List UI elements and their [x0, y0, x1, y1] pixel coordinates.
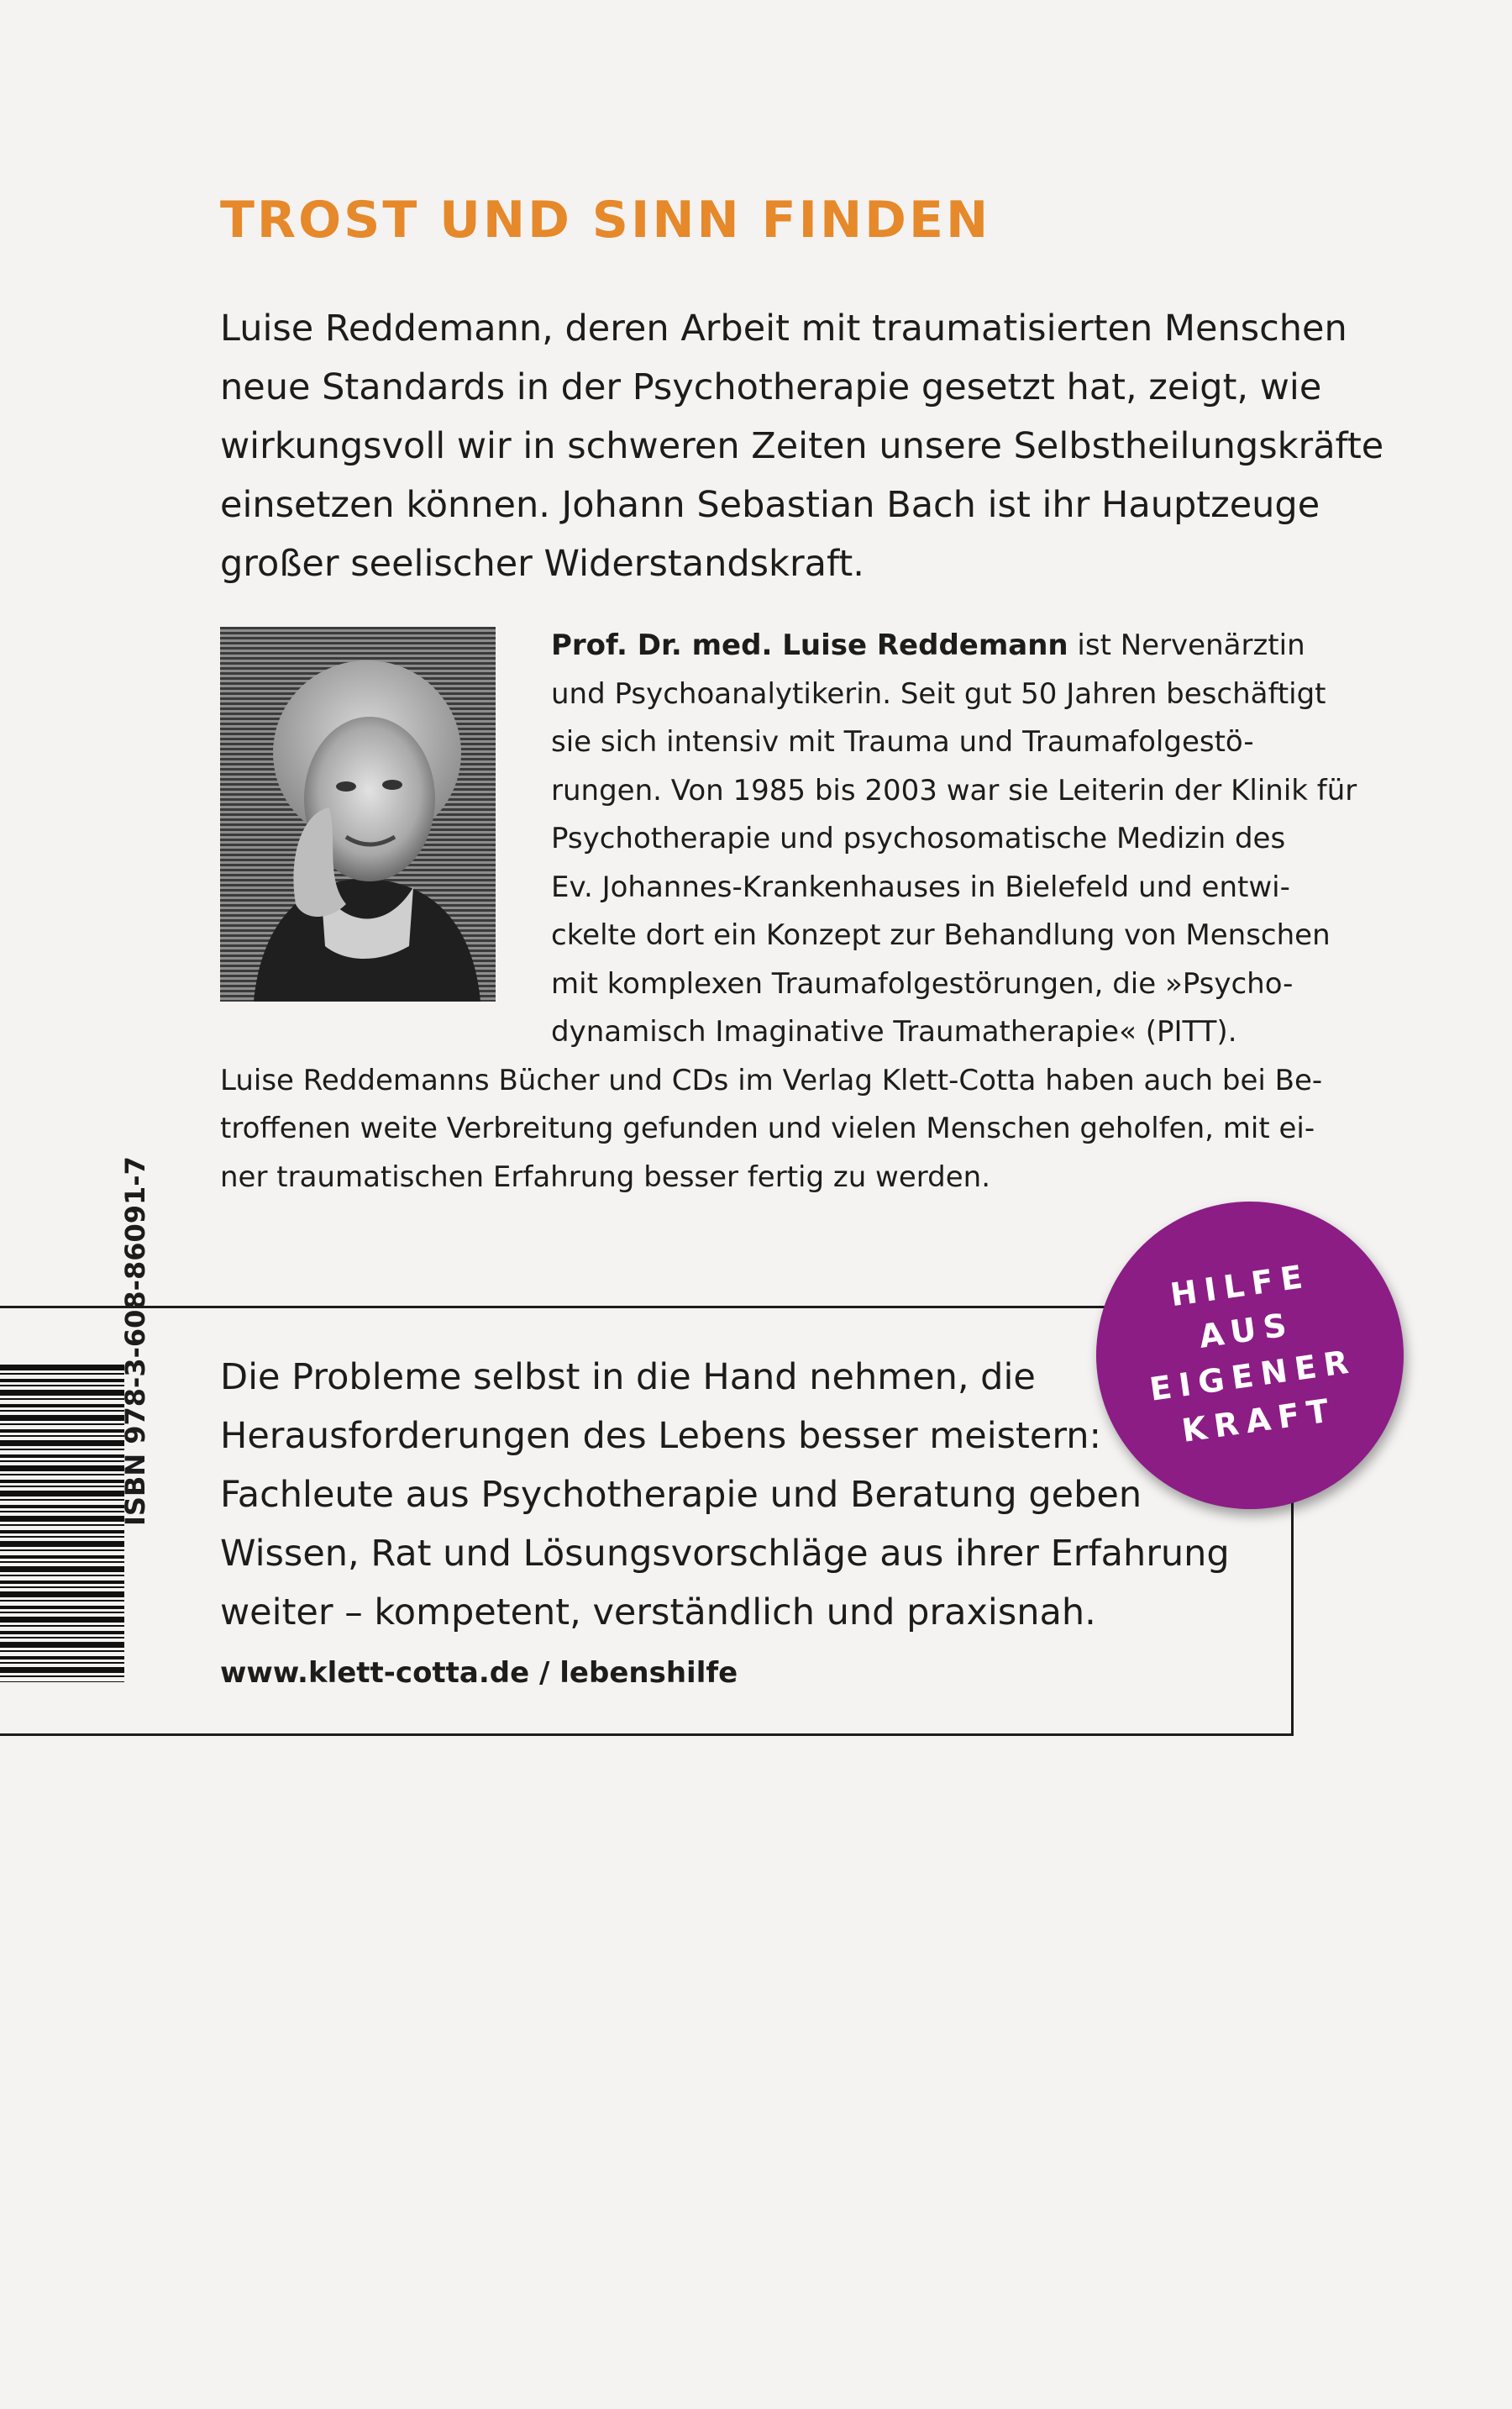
author-portrait-image: [220, 627, 496, 1002]
bio-line: und Psychoanalytikerin. Seit gut 50 Jahren beschäftigt: [551, 676, 1326, 711]
bio-line: [551, 622, 1305, 671]
bio-line: mit komplexen Traumafolgestörungen, die »Psycho-: [551, 966, 1294, 1001]
series-line: Fachleute aus Psychotherapie und Beratung geben: [220, 1474, 1142, 1516]
bio-line: dynamisch Imaginative Traumatherapie« (PITT).: [551, 1015, 1237, 1049]
bio-line: troffenen weite Verbreitung gefunden und vielen Menschen geholfen, mit ei-: [220, 1112, 1315, 1145]
bio-line: sie sich intensiv mit Trauma und Traumafolgestö-: [551, 725, 1254, 759]
intro-line: wirkungsvoll wir in schweren Zeiten unsere Selbstheilungskräfte: [220, 425, 1384, 467]
headline: TROST UND SINN FINDEN: [220, 191, 991, 250]
badge-line: AUS: [1196, 1305, 1297, 1355]
intro-line: großer seelischer Widerstandskraft.: [220, 543, 864, 585]
bio-line: rungen. Von 1985 bis 2003 war sie Leiterin der Klinik für: [551, 773, 1357, 807]
badge-line: HILFE: [1168, 1257, 1313, 1314]
publisher-url: www.klett-cotta.de / lebenshilfe: [220, 1656, 738, 1690]
bio-line: Luise Reddemanns Bücher und CDs im Verlag Klett-Cotta haben auch bei Be-: [220, 1063, 1323, 1097]
intro-line: einsetzen können. Johann Sebastian Bach ist ihr Hauptzeuge: [220, 484, 1320, 526]
series-line: Wissen, Rat und Lösungsvorschläge aus ihrer Erfahrung: [220, 1533, 1230, 1575]
bio-line: ner traumatischen Erfahrung besser fertig zu werden.: [220, 1160, 991, 1194]
intro-line: Luise Reddemann, deren Arbeit mit traumatisierten Menschen: [220, 308, 1347, 350]
author-portrait: [220, 627, 496, 1002]
series-line: weiter – kompetent, verständlich und praxisnah.: [220, 1591, 1096, 1633]
series-line: Die Probleme selbst in die Hand nehmen, die: [220, 1356, 1036, 1398]
bio-line: ckelte dort ein Konzept zur Behandlung von Menschen: [551, 918, 1331, 952]
bio-text: ist Nervenärztin: [1068, 629, 1305, 662]
badge-line: KRAFT: [1179, 1391, 1339, 1449]
barcode: [0, 1365, 124, 1682]
bio-line: Psychotherapie und psychosomatische Medizin des: [551, 822, 1286, 855]
bio-line: Ev. Johannes-Krankenhauses in Bielefeld und entwi-: [551, 870, 1290, 904]
intro-line: neue Standards in der Psychotherapie gesetzt hat, zeigt, wie: [220, 366, 1322, 408]
intro-text: [220, 299, 1384, 593]
badge-line: EIGENER: [1147, 1342, 1358, 1408]
isbn-number: ISBN 978-3-608-86091-7: [119, 1156, 151, 1526]
author-name: Prof. Dr. med. Luise Reddemann: [551, 629, 1068, 662]
series-line: Herausforderungen des Lebens besser meistern:: [220, 1415, 1102, 1457]
